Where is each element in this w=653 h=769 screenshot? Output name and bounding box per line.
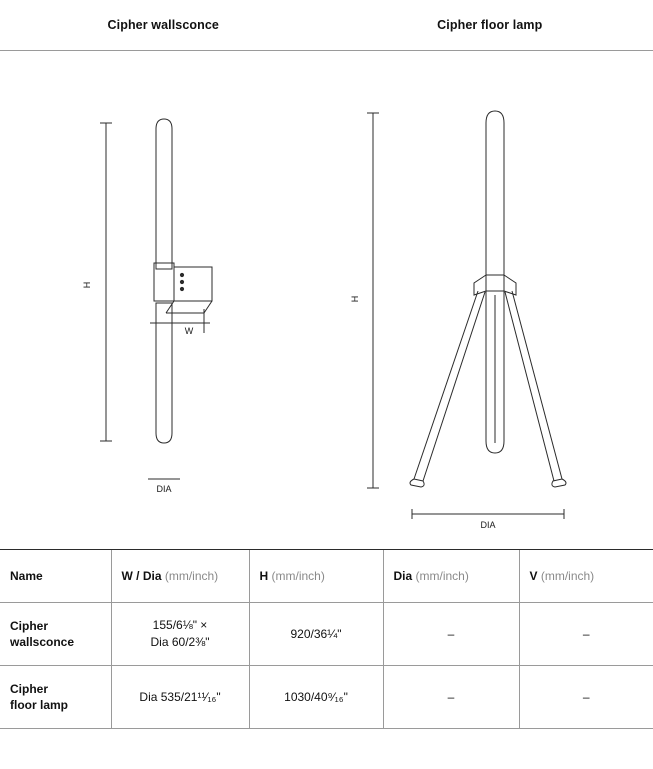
column-header-wdia [111,550,249,603]
column-header-name-main: Name [10,569,43,583]
column-header-dia-main: Dia [393,569,413,583]
wallsconce-lower-tube [156,303,172,443]
header-title-floor-lamp: Cipher floor lamp [437,18,543,32]
header-title-wallsconce: Cipher wallsconce [107,18,219,32]
column-header-wdia-unit: (mm/inch) [161,569,219,583]
column-header-dia-unit: (mm/inch) [412,569,469,583]
drawing-header [0,0,653,51]
row-dia-wallsconce: – [383,603,519,666]
table-header-row [0,550,653,603]
row-h-wallsconce: 920/36¼" [249,603,383,666]
row-name-wallsconce-line2: wallsconce [10,635,75,649]
floor-lamp-joint-right [504,275,516,295]
row-v-wallsconce: – [519,603,653,666]
floor-lamp-svg [326,51,653,551]
wallsconce-h-label: H [82,281,92,289]
column-header-v-unit: (mm/inch) [537,569,595,583]
row-v-floor-lamp: – [519,666,653,729]
row-h-floor-lamp: 1030/40⁹⁄₁₆" [249,666,383,729]
table-row [0,666,653,729]
column-header-dia [383,550,519,603]
column-header-name [0,550,111,603]
wallsconce-w-label: W [184,326,194,336]
row-wdia-wallsconce-line1: 155/6⅛" × [152,618,208,632]
wallsconce-drawing [0,51,326,551]
column-header-v-main: V [529,569,538,583]
wallsconce-dia-label: DIA [156,484,172,494]
floor-lamp-dia-label: DIA [480,520,496,530]
row-name-floor-lamp-line1: Cipher [10,682,49,696]
row-name-floor-lamp-line2: floor lamp [10,698,69,712]
floor-lamp-h-label: H [350,295,360,303]
floor-lamp-drawing [326,51,653,551]
wallsconce-svg [0,51,326,551]
floor-lamp-leg-right-outer [512,291,562,479]
row-name-floor-lamp [0,666,111,729]
column-header-wdia-main: W / Dia [121,569,162,583]
floor-lamp-leg-right-inner [505,292,554,481]
column-header-h [249,550,383,603]
row-dia-floor-lamp: – [383,666,519,729]
row-name-wallsconce [0,603,111,666]
table-row [0,603,653,666]
row-wdia-wallsconce-line2: Dia 60/2⅜" [150,635,210,649]
floor-lamp-leg-left-outer [414,291,478,479]
drawings-area [0,51,653,551]
row-wdia-floor-lamp: Dia 535/21¹¹⁄₁₆" [111,666,249,729]
row-name-wallsconce-line1: Cipher [10,619,49,633]
floor-lamp-foot-left [410,479,424,487]
column-header-h-unit: (mm/inch) [268,569,325,583]
dimensions-table [0,549,653,729]
wallsconce-backplate [174,267,212,301]
floor-lamp-leg-left-inner [423,292,485,481]
column-header-v [519,550,653,603]
wallsconce-upper-tube [156,119,172,269]
floor-lamp-joint-left [474,275,486,295]
column-header-h-main: H [259,569,269,583]
row-wdia-wallsconce [111,603,249,666]
